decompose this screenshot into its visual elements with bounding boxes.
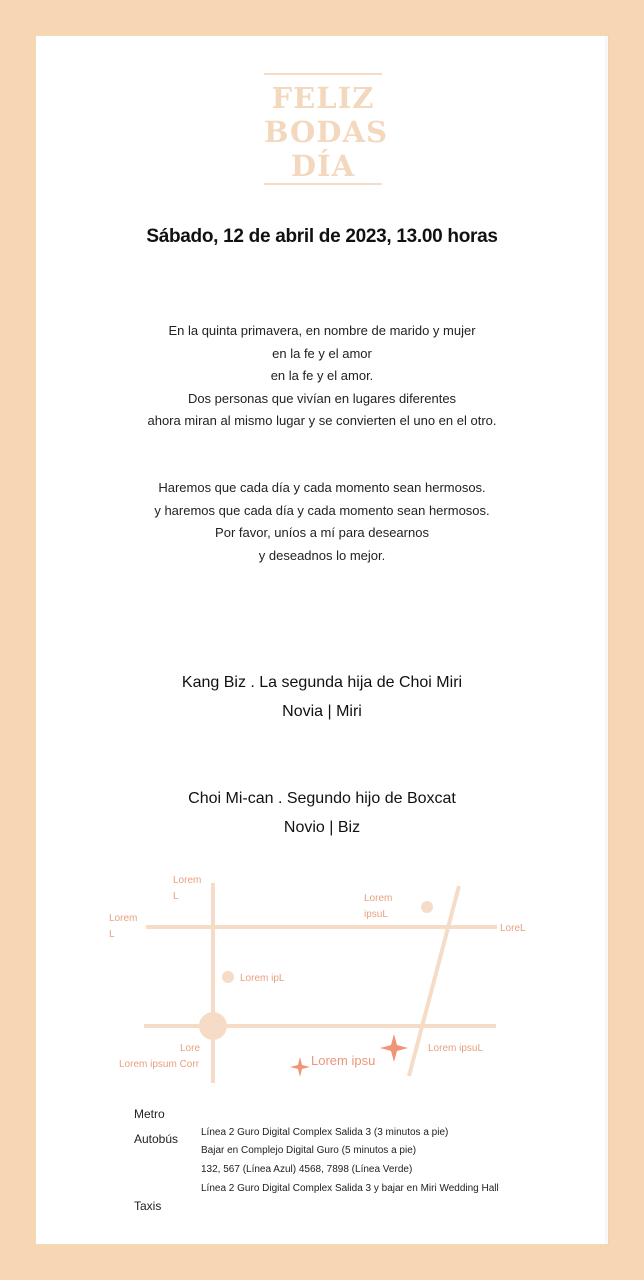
logo-line-3: DÍA bbox=[290, 149, 356, 183]
map-label: Lore bbox=[180, 1043, 201, 1054]
poem-line: Haremos que cada día y cada momento sean hermosos. bbox=[158, 480, 486, 495]
poem-line: y haremos que cada día y cada momento sean hermosos. bbox=[154, 502, 490, 518]
bride-name: Novia | Miri bbox=[282, 703, 362, 720]
logo-line-1: FELIZ bbox=[271, 81, 375, 115]
poem-line: Dos personas que vivían en lugares diferentes bbox=[187, 390, 457, 406]
map-label: Lorem bbox=[364, 893, 393, 904]
map-label: Lorem bbox=[173, 875, 202, 886]
taxi-label: Taxis bbox=[134, 1199, 162, 1213]
map-junction-dot bbox=[199, 1012, 227, 1040]
poem-line: y deseadnos lo mejor. bbox=[258, 547, 386, 563]
location-map[interactable] bbox=[36, 866, 608, 1096]
groom-name: Novio | Biz bbox=[283, 819, 361, 836]
map-label: LoreL bbox=[500, 923, 526, 934]
map-label: L bbox=[109, 929, 115, 940]
poem-line: ahora miran al mismo lugar y se convierten el uno en el otro. bbox=[147, 413, 497, 428]
invitation-card bbox=[36, 36, 608, 1244]
transport-line: Línea 2 Guro Digital Complex Salida 3 (3 minutos a pie) bbox=[201, 1127, 449, 1138]
map-label: Lorem ipsum Corr bbox=[119, 1059, 200, 1070]
poem-line: en la fe y el amor. bbox=[270, 368, 374, 383]
map-label: Lorem ipL bbox=[240, 973, 285, 984]
bride-parents: Kang Biz . La segunda hija de Choi Miri bbox=[181, 674, 463, 691]
poem-first-stanza bbox=[36, 320, 608, 433]
poem-line: en la fe y el amor bbox=[272, 345, 372, 361]
map-label: L bbox=[173, 891, 179, 902]
wedding-logo bbox=[264, 73, 388, 185]
transport-line: 132, 567 (Línea Azul) 4568, 7898 (Línea Verde) bbox=[201, 1164, 413, 1175]
venue-label: Lorem ipsu bbox=[311, 1053, 376, 1068]
metro-label: Metro bbox=[134, 1107, 165, 1121]
transport-line: Bajar en Complejo Digital Guro (5 minutos a pie) bbox=[201, 1145, 417, 1156]
transport-info bbox=[134, 1109, 594, 1219]
venue-sparkle-icon bbox=[380, 1034, 408, 1062]
logo-line-2: BODAS bbox=[264, 115, 388, 149]
transport-line: Línea 2 Guro Digital Complex Salida 3 y bajar en Miri Wedding Hall bbox=[201, 1183, 499, 1194]
venue-sparkle-icon bbox=[290, 1057, 310, 1077]
groom-parents: Choi Mi-can . Segundo hijo de Boxcat bbox=[188, 790, 456, 807]
map-label: ipsuL bbox=[364, 909, 388, 920]
bus-label: Autobús bbox=[134, 1132, 179, 1146]
poem-line: En la quinta primavera, en nombre de marido y mujer bbox=[168, 323, 476, 338]
map-label: Lorem bbox=[109, 913, 138, 924]
card-shadow bbox=[605, 36, 611, 1244]
map-landmark-dot bbox=[421, 901, 433, 913]
groom-info bbox=[36, 784, 608, 842]
poem-line: Por favor, uníos a mí para desearnos bbox=[215, 525, 429, 540]
event-date: Sábado, 12 de abril de 2023, 13.00 horas bbox=[146, 226, 498, 247]
map-landmark-dot bbox=[222, 971, 234, 983]
bride-info bbox=[36, 668, 608, 726]
poem-second-stanza bbox=[36, 477, 608, 567]
map-label: Lorem ipsuL bbox=[428, 1043, 484, 1054]
